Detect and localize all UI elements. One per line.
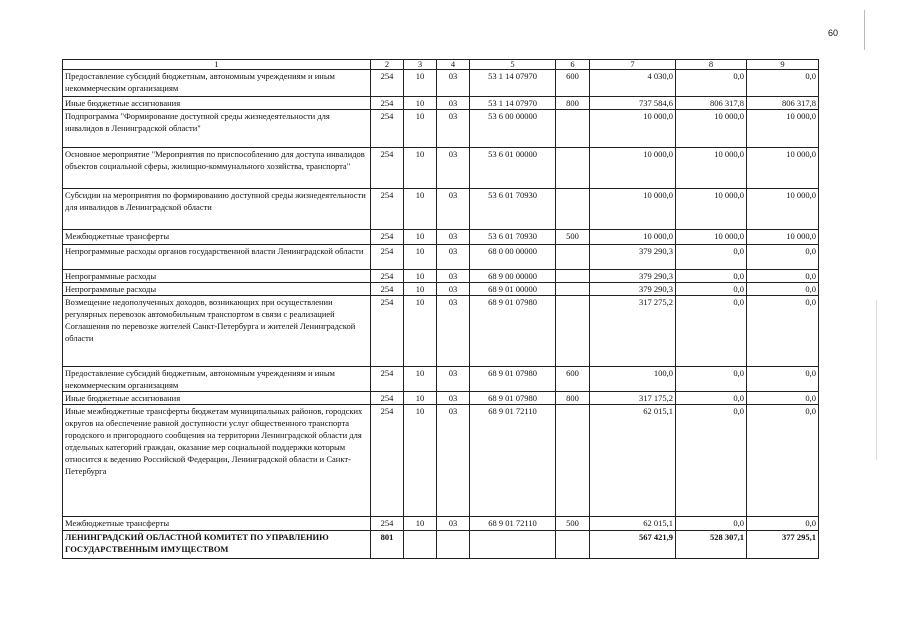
cell-csr: 68 9 01 07980 <box>470 367 556 392</box>
cell-s2019: 0,0 <box>747 296 819 367</box>
cell-gr: 254 <box>371 70 404 97</box>
cell-rz: 10 <box>404 392 437 405</box>
cell-csr: 53 6 01 00000 <box>470 148 556 189</box>
row-description: ЛЕНИНГРАДСКИЙ ОБЛАСТНОЙ КОМИТЕТ ПО УПРАВЛЕНИЮ ГОСУДАРСТВЕННЫМ ИМУЩЕСТВОМ <box>63 531 371 559</box>
cell-pr: 03 <box>437 189 470 230</box>
cell-gr: 254 <box>371 189 404 230</box>
cell-s2019: 10 000,0 <box>747 110 819 148</box>
table-row <box>63 405 819 517</box>
cell-vr: 800 <box>556 97 590 110</box>
table-row <box>63 148 819 189</box>
row-description: Возмещение недополученных доходов, возникающих при осуществлении регулярных перевозок автомобильным транспортом в связи с реализацией Соглашения по перевозке жителей Санкт-Петербурга и жителей Ленинградской области <box>63 296 371 367</box>
cell-gr: 254 <box>371 296 404 367</box>
cell-s2017: 10 000,0 <box>590 189 676 230</box>
table-row <box>63 270 819 283</box>
cell-s2017: 10 000,0 <box>590 148 676 189</box>
cell-pr: 03 <box>437 367 470 392</box>
cell-s2018: 0,0 <box>676 405 747 517</box>
cell-s2018: 0,0 <box>676 70 747 97</box>
header-cell: 8 <box>676 60 747 70</box>
cell-gr: 254 <box>371 517 404 531</box>
cell-rz: 10 <box>404 367 437 392</box>
cell-vr <box>556 245 590 270</box>
cell-gr: 254 <box>371 110 404 148</box>
row-description: Основное мероприятие "Мероприятия по приспособлению для доступа инвалидов объектов социальной сферы, жилищно-коммунального хозяйства, транспорта" <box>63 148 371 189</box>
cell-s2018: 10 000,0 <box>676 189 747 230</box>
row-description: Иные бюджетные ассигнования <box>63 392 371 405</box>
page-number: 60 <box>828 28 839 38</box>
cell-rz: 10 <box>404 296 437 367</box>
cell-rz: 10 <box>404 97 437 110</box>
cell-gr: 254 <box>371 405 404 517</box>
scan-edge-mark <box>864 10 865 50</box>
cell-s2018: 10 000,0 <box>676 110 747 148</box>
cell-csr: 53 1 14 07970 <box>470 97 556 110</box>
cell-s2019: 806 317,8 <box>747 97 819 110</box>
cell-s2019: 0,0 <box>747 367 819 392</box>
table-row <box>63 110 819 148</box>
cell-vr <box>556 283 590 296</box>
cell-s2019: 377 295,1 <box>747 531 819 559</box>
cell-pr <box>437 531 470 559</box>
cell-s2017: 4 030,0 <box>590 70 676 97</box>
cell-csr: 68 9 01 72110 <box>470 517 556 531</box>
cell-rz: 10 <box>404 517 437 531</box>
cell-vr: 800 <box>556 392 590 405</box>
cell-s2017: 379 290,3 <box>590 270 676 283</box>
cell-rz: 10 <box>404 270 437 283</box>
cell-vr <box>556 110 590 148</box>
cell-s2017: 62 015,1 <box>590 517 676 531</box>
row-description: Предоставление субсидий бюджетным, автономным учреждениям и иным некоммерческим организациям <box>63 367 371 392</box>
table-row <box>63 392 819 405</box>
cell-pr: 03 <box>437 97 470 110</box>
table-row <box>63 70 819 97</box>
header-cell: 3 <box>404 60 437 70</box>
cell-csr: 53 6 00 00000 <box>470 110 556 148</box>
cell-csr: 68 9 01 07980 <box>470 296 556 367</box>
row-description: Иные бюджетные ассигнования <box>63 97 371 110</box>
cell-pr: 03 <box>437 70 470 97</box>
cell-rz: 10 <box>404 148 437 189</box>
cell-gr: 254 <box>371 230 404 245</box>
cell-s2017: 62 015,1 <box>590 405 676 517</box>
cell-vr: 600 <box>556 367 590 392</box>
table-row <box>63 367 819 392</box>
cell-s2017: 317 175,2 <box>590 392 676 405</box>
row-description: Межбюджетные трансферты <box>63 517 371 531</box>
cell-pr: 03 <box>437 283 470 296</box>
cell-rz: 10 <box>404 110 437 148</box>
header-cell: 7 <box>590 60 676 70</box>
cell-vr <box>556 531 590 559</box>
cell-rz: 10 <box>404 230 437 245</box>
cell-s2019: 0,0 <box>747 283 819 296</box>
cell-s2018: 0,0 <box>676 270 747 283</box>
table-row <box>63 189 819 230</box>
cell-vr <box>556 296 590 367</box>
cell-s2019: 0,0 <box>747 517 819 531</box>
table-row <box>63 283 819 296</box>
cell-s2019: 10 000,0 <box>747 230 819 245</box>
cell-s2019: 10 000,0 <box>747 189 819 230</box>
cell-rz: 10 <box>404 245 437 270</box>
cell-vr: 600 <box>556 70 590 97</box>
table-row <box>63 230 819 245</box>
header-cell: 4 <box>437 60 470 70</box>
row-description: Межбюджетные трансферты <box>63 230 371 245</box>
cell-s2017: 100,0 <box>590 367 676 392</box>
cell-vr <box>556 270 590 283</box>
cell-s2018: 0,0 <box>676 517 747 531</box>
cell-gr: 801 <box>371 531 404 559</box>
cell-s2019: 10 000,0 <box>747 148 819 189</box>
row-description: Подпрограмма "Формирование доступной среды жизнедеятельности для инвалидов в Ленинградской области" <box>63 110 371 148</box>
scan-edge-mark <box>876 300 877 460</box>
cell-s2017: 317 275,2 <box>590 296 676 367</box>
cell-s2017: 379 290,3 <box>590 283 676 296</box>
cell-s2019: 0,0 <box>747 245 819 270</box>
cell-gr: 254 <box>371 245 404 270</box>
cell-vr <box>556 148 590 189</box>
cell-s2018: 806 317,8 <box>676 97 747 110</box>
cell-gr: 254 <box>371 283 404 296</box>
cell-pr: 03 <box>437 230 470 245</box>
cell-s2019: 0,0 <box>747 392 819 405</box>
cell-gr: 254 <box>371 367 404 392</box>
header-cell: 5 <box>470 60 556 70</box>
table-row <box>63 531 819 559</box>
row-description: Непрограммные расходы <box>63 270 371 283</box>
cell-s2017: 379 290,3 <box>590 245 676 270</box>
cell-pr: 03 <box>437 110 470 148</box>
header-cell: 9 <box>747 60 819 70</box>
cell-csr: 68 0 00 00000 <box>470 245 556 270</box>
cell-pr: 03 <box>437 517 470 531</box>
header-cell: 1 <box>63 60 371 70</box>
cell-rz: 10 <box>404 189 437 230</box>
cell-pr: 03 <box>437 392 470 405</box>
cell-s2019: 0,0 <box>747 405 819 517</box>
cell-rz <box>404 531 437 559</box>
header-cell: 6 <box>556 60 590 70</box>
table-row <box>63 245 819 270</box>
cell-s2018: 10 000,0 <box>676 230 747 245</box>
cell-pr: 03 <box>437 148 470 189</box>
cell-vr: 500 <box>556 230 590 245</box>
row-description: Непрограммные расходы <box>63 283 371 296</box>
cell-csr: 68 9 01 07980 <box>470 392 556 405</box>
row-description: Иные межбюджетные трансферты бюджетам муниципальных районов, городских округов на обеспечение равной доступности услуг общественного транспорта городского и пригородного сообщения на территории Ленинградской области для отдельных категорий граждан, оказание мер социальной поддержки которым относится к ведению Российской Федерации, Ленинградской области и Санкт-Петербурга <box>63 405 371 517</box>
cell-s2018: 0,0 <box>676 245 747 270</box>
budget-table <box>62 59 819 559</box>
cell-rz: 10 <box>404 283 437 296</box>
table-body <box>63 60 819 559</box>
cell-pr: 03 <box>437 270 470 283</box>
cell-csr: 68 9 01 00000 <box>470 283 556 296</box>
cell-s2018: 0,0 <box>676 392 747 405</box>
cell-gr: 254 <box>371 148 404 189</box>
cell-csr: 68 9 01 72110 <box>470 405 556 517</box>
cell-rz: 10 <box>404 70 437 97</box>
cell-vr: 500 <box>556 517 590 531</box>
header-row <box>63 60 819 70</box>
table-row <box>63 97 819 110</box>
table-row <box>63 517 819 531</box>
cell-csr: 53 6 01 70930 <box>470 189 556 230</box>
cell-rz: 10 <box>404 405 437 517</box>
cell-vr <box>556 405 590 517</box>
cell-pr: 03 <box>437 405 470 517</box>
cell-csr: 53 1 14 07970 <box>470 70 556 97</box>
row-description: Субсидии на мероприятия по формированию доступной среды жизнедеятельности для инвалидов в Ленинградской области <box>63 189 371 230</box>
cell-pr: 03 <box>437 245 470 270</box>
cell-vr <box>556 189 590 230</box>
cell-gr: 254 <box>371 270 404 283</box>
cell-s2018: 0,0 <box>676 367 747 392</box>
cell-csr: 53 6 01 70930 <box>470 230 556 245</box>
cell-s2018: 0,0 <box>676 296 747 367</box>
cell-s2019: 0,0 <box>747 70 819 97</box>
row-description: Предоставление субсидий бюджетным, автономным учреждениям и иным некоммерческим организациям <box>63 70 371 97</box>
cell-gr: 254 <box>371 392 404 405</box>
cell-s2017: 10 000,0 <box>590 230 676 245</box>
cell-s2018: 528 307,1 <box>676 531 747 559</box>
cell-pr: 03 <box>437 296 470 367</box>
cell-s2017: 10 000,0 <box>590 110 676 148</box>
row-description: Непрограммные расходы органов государственной власти Ленинградской области <box>63 245 371 270</box>
cell-csr: 68 9 00 00000 <box>470 270 556 283</box>
cell-csr <box>470 531 556 559</box>
table-row <box>63 296 819 367</box>
cell-s2017: 567 421,9 <box>590 531 676 559</box>
cell-s2018: 10 000,0 <box>676 148 747 189</box>
cell-s2019: 0,0 <box>747 270 819 283</box>
cell-gr: 254 <box>371 97 404 110</box>
cell-s2017: 737 584,6 <box>590 97 676 110</box>
header-cell: 2 <box>371 60 404 70</box>
cell-s2018: 0,0 <box>676 283 747 296</box>
